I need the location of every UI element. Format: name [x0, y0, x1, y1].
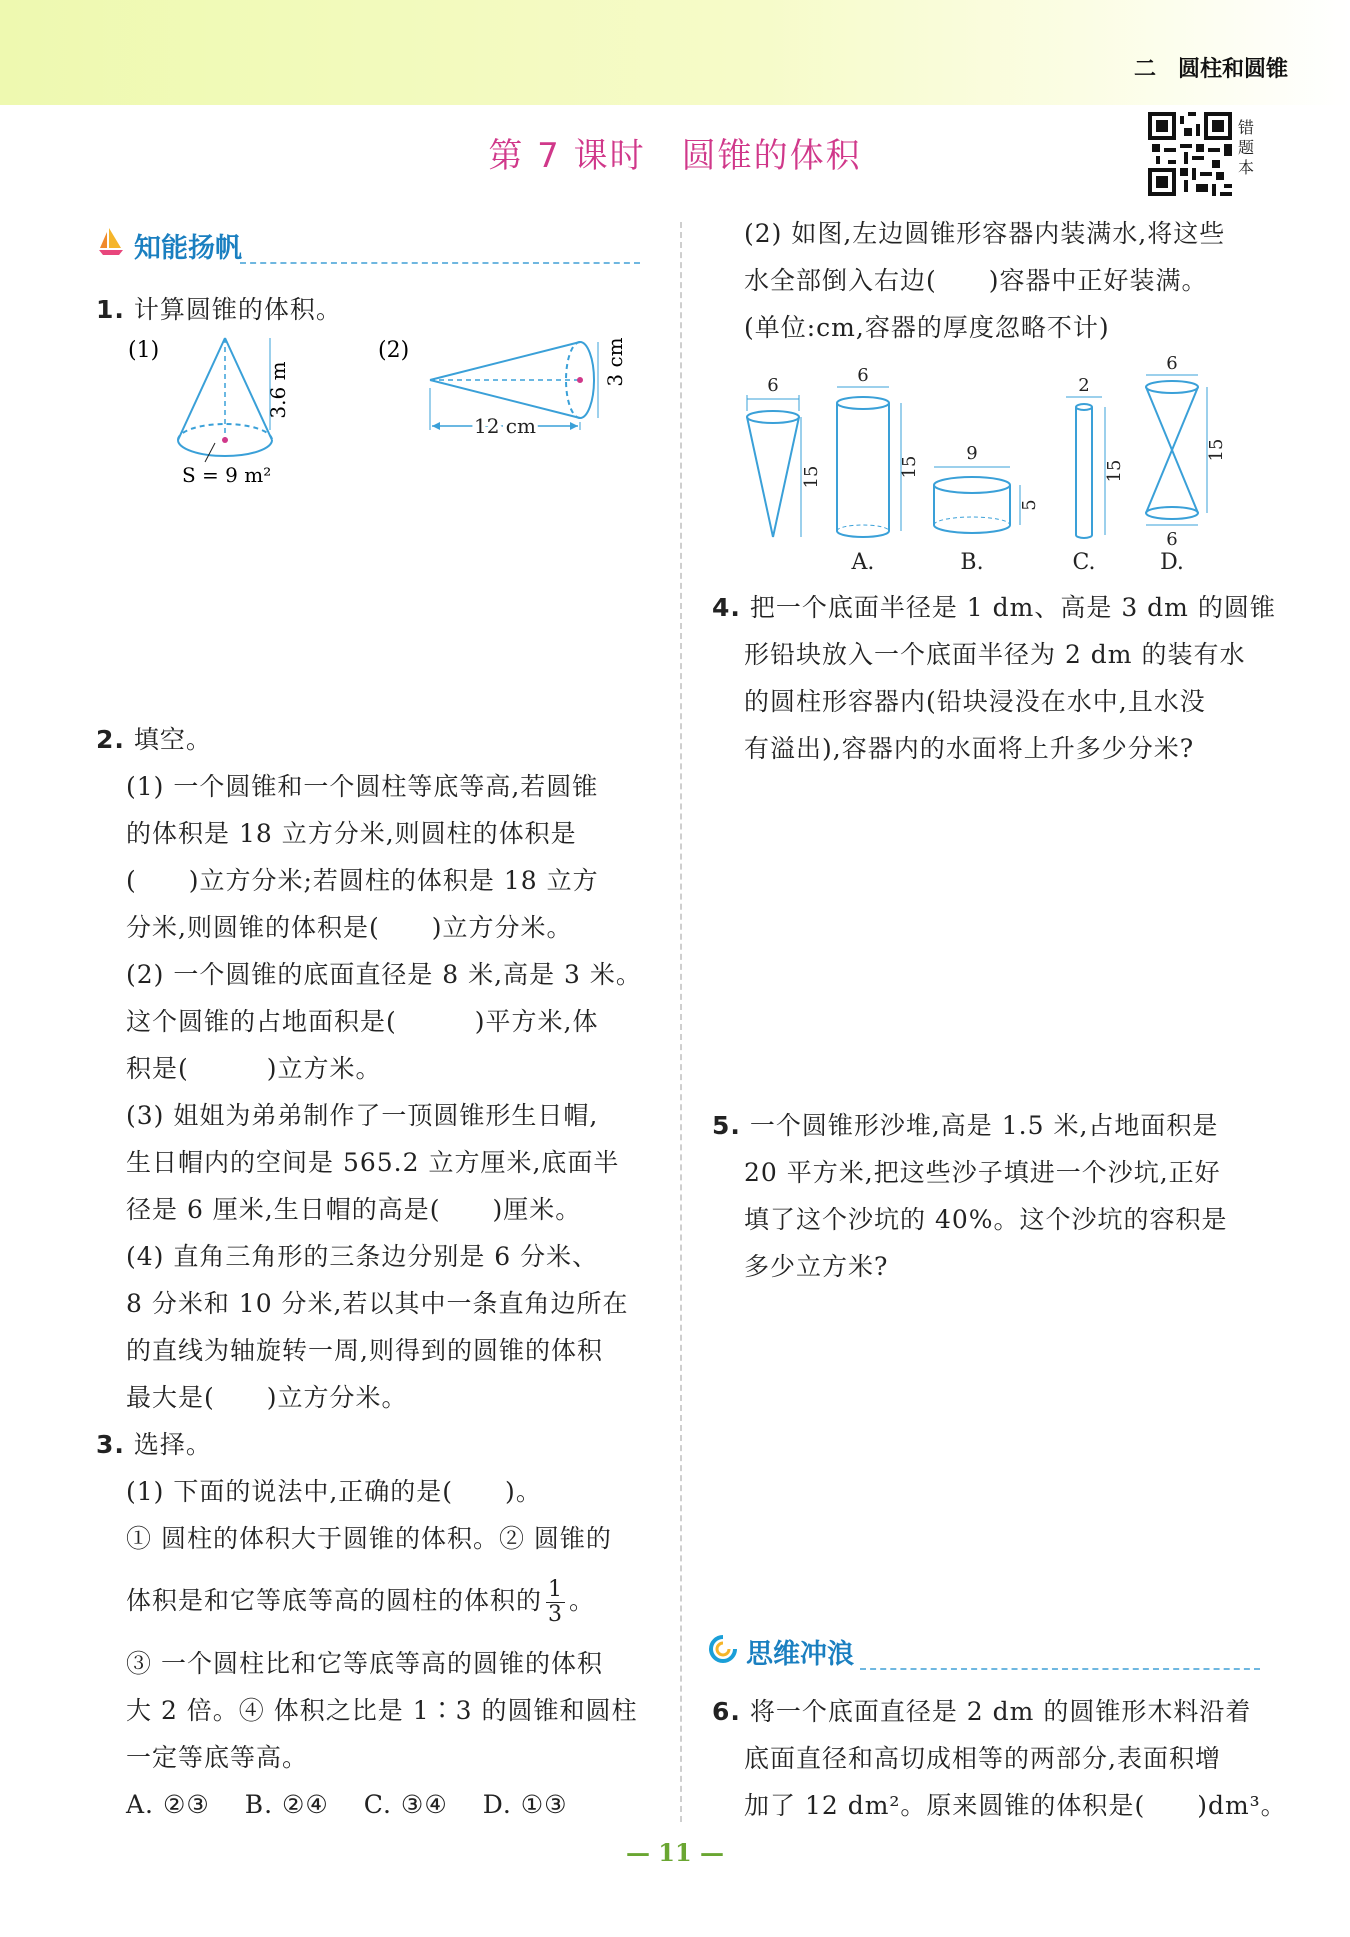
q3-line: ③ 一个圆柱比和它等底等高的圆锥的体积: [126, 1649, 603, 1678]
double-cone-d: [1146, 375, 1207, 525]
a-height-label: 15: [899, 455, 920, 479]
q2-line: (1) 一个圆锥和一个圆柱等底等高,若圆锥: [126, 772, 599, 801]
q5-line: 填了这个沙坑的 40%。这个沙坑的容积是: [744, 1205, 1228, 1234]
q1-fig1-height: 3.6 m: [266, 361, 290, 419]
q2-line: 这个圆锥的占地面积是( )平方米,体: [126, 1007, 599, 1036]
q2-line: (3) 姐姐为弟弟制作了一顶圆锥形生日帽,: [126, 1101, 599, 1130]
cylinder-a: [837, 387, 901, 537]
question-2: 2. 填空。: [96, 725, 212, 754]
question-5: 5. 一个圆锥形沙堆,高是 1.5 米,占地面积是: [712, 1111, 1219, 1140]
cone-container: [747, 395, 801, 537]
option-d[interactable]: D. ①③: [482, 1790, 568, 1819]
q2-line: 的体积是 18 立方分米,则圆柱的体积是: [126, 819, 577, 848]
q1-fig2-length: 12 cm: [474, 414, 536, 438]
q3-line: 大 2 倍。④ 体积之比是 1∶3 的圆锥和圆柱: [126, 1696, 638, 1725]
cone-figure-2: [430, 337, 627, 438]
option-label-d: D.: [1160, 550, 1184, 575]
question-4: 4. 把一个底面半径是 1 dm、高是 3 dm 的圆锥: [712, 593, 1276, 622]
q1-fig2-label: (2): [378, 338, 410, 363]
q6-line: 底面直径和高切成相等的两部分,表面积增: [744, 1744, 1221, 1773]
q2-line: 的直线为轴旋转一周,则得到的圆锥的体积: [126, 1336, 603, 1365]
q2-line: (4) 直角三角形的三条边分别是 6 分米、: [126, 1242, 599, 1271]
option-label-c: C.: [1072, 550, 1096, 575]
lesson-number: 第 7 课时: [488, 136, 646, 176]
a-width-label: 6: [857, 365, 869, 386]
qr-code-icon[interactable]: [1148, 112, 1232, 196]
q4-line: 有溢出),容器内的水面将上升多少分米?: [744, 734, 1195, 763]
q5-line: 20 平方米,把这些沙子填进一个沙坑,正好: [744, 1158, 1221, 1187]
q5-line: 多少立方米?: [744, 1252, 889, 1281]
cylinder-c: [1066, 397, 1105, 538]
swirl-icon: [708, 1634, 738, 1664]
question-3: 3. 选择。: [96, 1430, 212, 1459]
sailboat-icon: [97, 226, 125, 256]
b-width-label: 9: [966, 443, 978, 464]
chapter-label: 二 圆柱和圆锥: [1133, 57, 1288, 82]
section-heading-right: 思维冲浪: [746, 1639, 854, 1670]
q6-line: 加了 12 dm²。原来圆锥的体积是( )dm³。: [744, 1791, 1287, 1820]
q3-options: [126, 1781, 568, 1828]
section-rule-left: [240, 262, 640, 264]
q1-figures: [120, 330, 640, 505]
q3-line: (1) 下面的说法中,正确的是( )。: [126, 1477, 542, 1506]
d-height-label: 15: [1206, 438, 1227, 462]
q2-line: 最大是( )立方分米。: [126, 1383, 408, 1412]
q2-line: 径是 6 厘米,生日帽的高是( )厘米。: [126, 1195, 582, 1224]
q3-part2-line: (2) 如图,左边圆锥形容器内装满水,将这些: [744, 219, 1226, 248]
option-c[interactable]: C. ③④: [363, 1790, 448, 1819]
cylinder-b: [934, 467, 1020, 533]
option-b[interactable]: B. ②④: [244, 1790, 329, 1819]
qr-label: 错 题 本: [1238, 118, 1255, 177]
cone-height-label: 15: [801, 465, 822, 489]
b-height-label: 5: [1019, 499, 1040, 511]
q2-line: 8 分米和 10 分米,若以其中一条直角边所在: [126, 1289, 629, 1318]
lesson-name: 圆锥的体积: [681, 136, 862, 176]
container-figures: [735, 355, 1235, 575]
q2-line: (2) 一个圆锥的底面直径是 8 米,高是 3 米。: [126, 960, 642, 989]
q3-line: ① 圆柱的体积大于圆锥的体积。② 圆锥的: [126, 1524, 612, 1553]
section-heading-left: 知能扬帆: [134, 233, 242, 264]
question-1: 1. 计算圆锥的体积。: [96, 295, 342, 324]
option-a[interactable]: A. ②③: [126, 1790, 210, 1819]
page-number: — 11 —: [625, 1838, 725, 1867]
c-height-label: 15: [1104, 459, 1125, 483]
q4-line: 的圆柱形容器内(铅块浸没在水中,且水没: [744, 687, 1206, 716]
option-label-b: B.: [960, 550, 984, 575]
q1-fig1-area: S = 9 m²: [182, 463, 272, 487]
cone-figure-1: [178, 338, 290, 487]
q3-part2-line: 水全部倒入右边( )容器中正好装满。: [744, 266, 1208, 295]
d-top-width-label: 6: [1166, 355, 1178, 374]
q2-line: 积是( )立方米。: [126, 1054, 382, 1083]
q1-fig2-diameter: 3 cm: [603, 337, 627, 387]
column-divider: [680, 222, 682, 1822]
c-width-label: 2: [1078, 375, 1090, 396]
q3-line: 一定等底等高。: [126, 1743, 309, 1772]
q4-line: 形铅块放入一个底面半径为 2 dm 的装有水: [744, 640, 1246, 669]
q1-fig1-label: (1): [128, 338, 160, 363]
q2-line: 生日帽内的空间是 565.2 立方厘米,底面半: [126, 1148, 620, 1177]
question-6: 6. 将一个底面直径是 2 dm 的圆锥形木料沿着: [712, 1697, 1252, 1726]
section-rule-right: [860, 1668, 1260, 1670]
q2-line: ( )立方分米;若圆柱的体积是 18 立方: [126, 866, 599, 895]
fraction-one-third: $\frac{1}{3}$: [548, 1577, 564, 1627]
q3-fraction-line: 体积是和它等底等高的圆柱的体积的 $\frac{1}{3}$ 。: [126, 1577, 596, 1627]
q3-part2-line: (单位:cm,容器的厚度忽略不计): [744, 313, 1110, 342]
q2-line: 分米,则圆锥的体积是( )立方分米。: [126, 913, 573, 942]
option-label-a: A.: [851, 550, 875, 575]
cone-width-label: 6: [767, 375, 779, 396]
d-bottom-width-label: 6: [1166, 529, 1178, 550]
